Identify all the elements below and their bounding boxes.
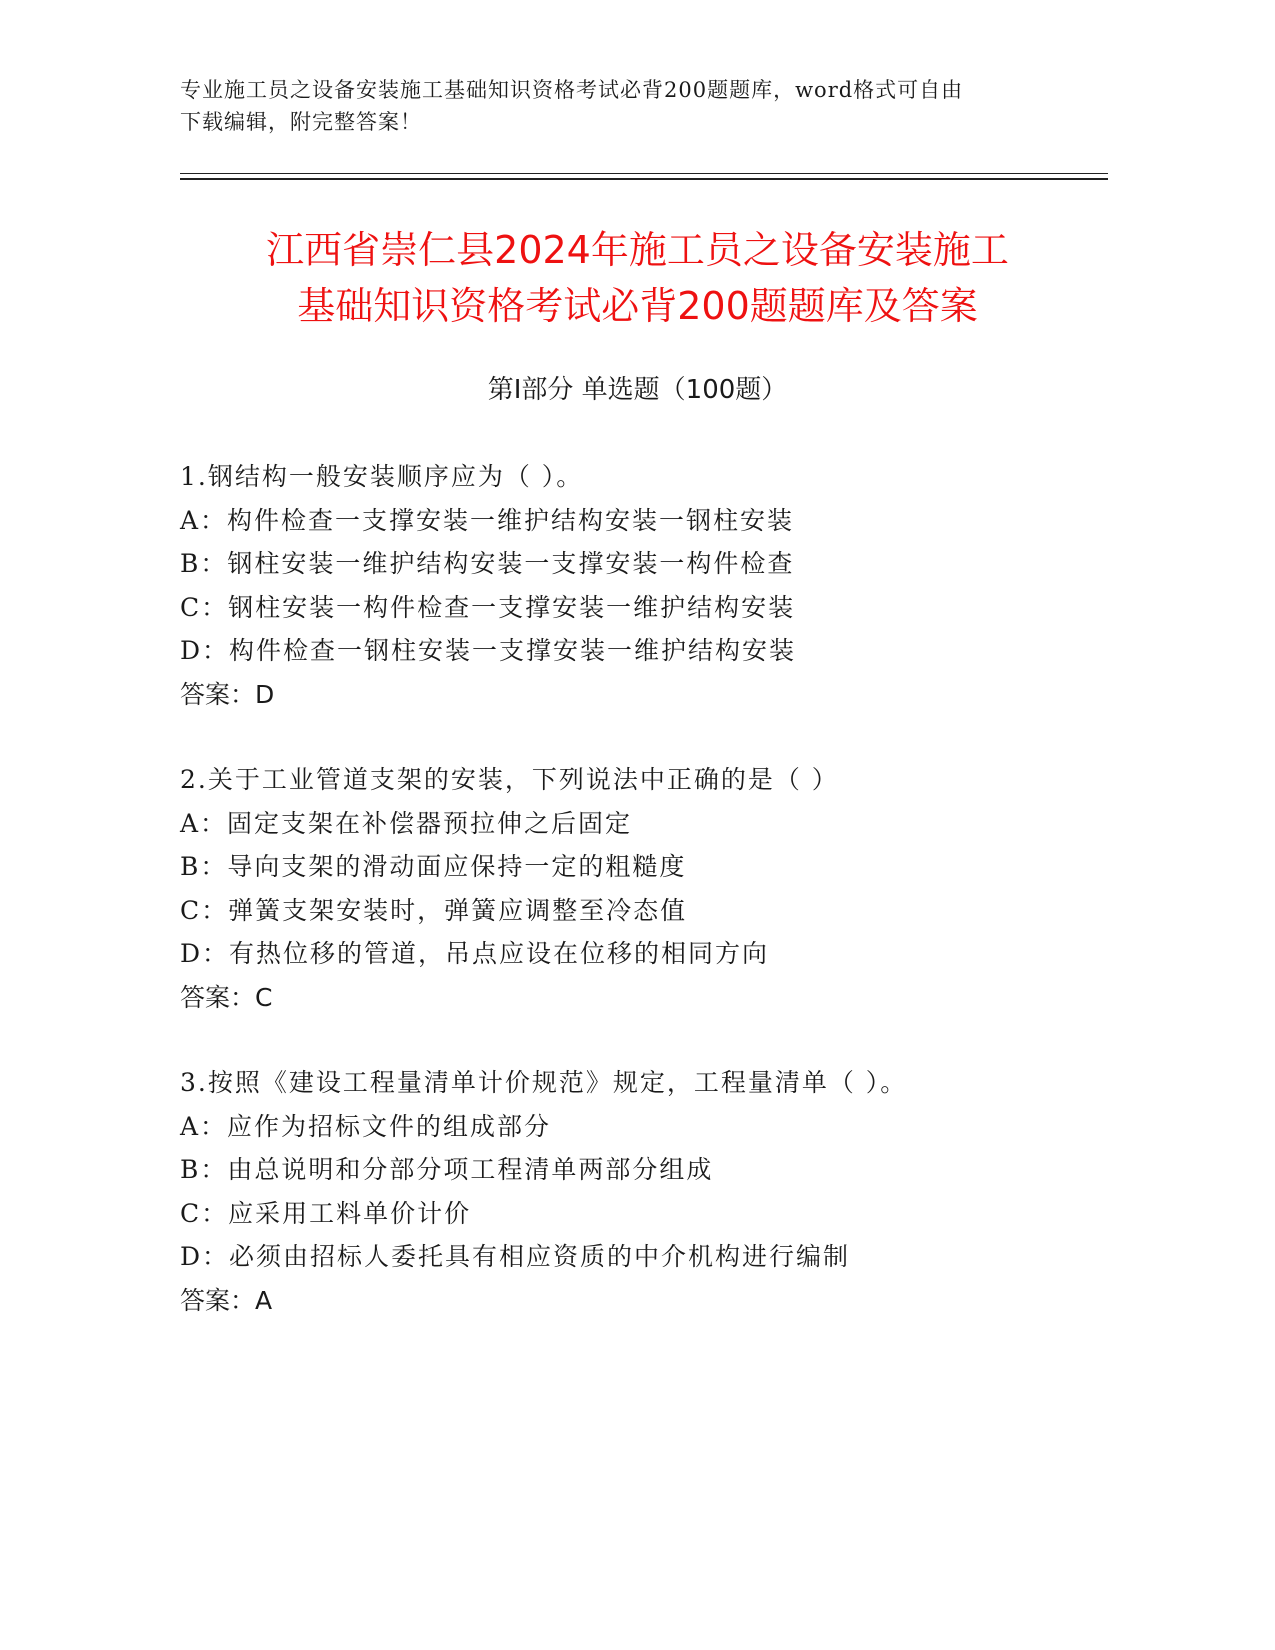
document-title-line-2: 基础知识资格考试必背200题题库及答案	[297, 284, 978, 328]
option-b: B：钢柱安装一维护结构安装一支撑安装一构件检查	[180, 549, 795, 578]
option-b: B：导向支架的滑动面应保持一定的粗糙度	[180, 852, 687, 881]
option-d: D：构件检查一钢柱安装一支撑安装一维护结构安装	[180, 636, 797, 665]
option-b: B：由总说明和分部分项工程清单两部分组成	[180, 1155, 714, 1184]
option-a: A：构件检查一支撑安装一维护结构安装一钢柱安装	[180, 505, 795, 535]
question-stem: 2.关于工业管道支架的安装，下列说法中正确的是（ ）	[180, 765, 839, 794]
question-1	[180, 455, 1120, 716]
answer: 答案：A	[180, 1285, 273, 1315]
answer: 答案：D	[180, 679, 275, 709]
answer: 答案：C	[180, 982, 273, 1012]
header-note-line-2: 下载编辑，附完整答案！	[180, 110, 422, 134]
question-stem: 1.钢结构一般安装顺序应为（ ）。	[180, 462, 584, 491]
option-c: C：钢柱安装一构件检查一支撑安装一维护结构安装	[180, 592, 796, 622]
section-heading: 第Ⅰ部分 单选题（100题）	[487, 375, 788, 405]
document-title-line-1: 江西省崇仁县2024年施工员之设备安装施工	[266, 228, 1009, 272]
question-2	[180, 758, 1120, 1019]
header-divider-thick	[180, 178, 1108, 180]
header-note-line-1: 专业施工员之设备安装施工基础知识资格考试必背200题题库，word格式可自由	[180, 78, 964, 102]
option-d: D：必须由招标人委托具有相应资质的中介机构进行编制	[180, 1242, 851, 1271]
question-stem: 3.按照《建设工程量清单计价规范》规定，工程量清单（ ）。	[180, 1068, 908, 1097]
option-a: A：应作为招标文件的组成部分	[180, 1111, 552, 1141]
header-note	[180, 74, 1060, 138]
header-divider-thin	[180, 173, 1108, 174]
question-list	[180, 455, 1120, 1364]
document-title	[140, 222, 1135, 334]
option-c: C：应采用工料单价计价	[180, 1198, 472, 1228]
option-d: D：有热位移的管道，吊点应设在位移的相同方向	[180, 939, 770, 968]
question-3	[180, 1061, 1120, 1322]
option-a: A：固定支架在补偿器预拉伸之后固定	[180, 808, 633, 838]
option-c: C：弹簧支架安装时，弹簧应调整至冷态值	[180, 895, 688, 925]
